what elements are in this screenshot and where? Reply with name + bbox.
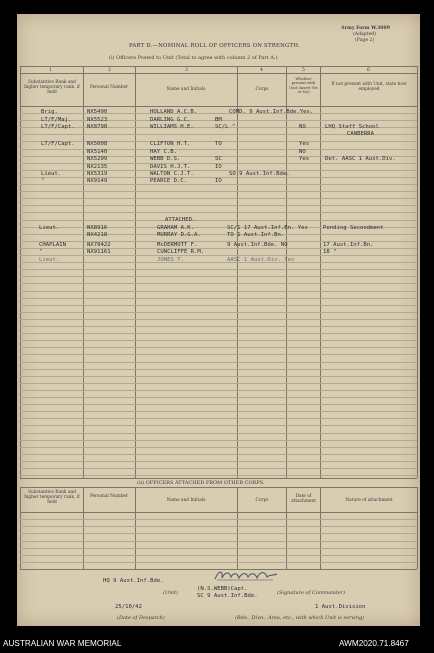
- cell-rank: LT/F/Capt.: [41, 141, 75, 147]
- col-num-2: 2: [108, 68, 111, 73]
- ruled-line: [20, 440, 417, 441]
- cell-number: NX9149: [87, 178, 108, 184]
- form-number: Army Form W.3009: [341, 26, 390, 31]
- ruled-line: [20, 369, 417, 370]
- ruled-line: [20, 276, 417, 277]
- ruled-line: [20, 376, 417, 377]
- table-ii-header-rule: [20, 512, 417, 513]
- col-num-4: 4: [260, 68, 263, 73]
- ruled-line: [20, 526, 417, 527]
- table-i-bottom-rule: [20, 478, 417, 479]
- table-ii-divider-5: [320, 487, 321, 569]
- section-ii-heading: (ii) OFFICERS ATTACHED FROM OTHER CORPS.: [137, 480, 265, 486]
- ruled-line: [20, 397, 417, 398]
- ruled-line: [20, 454, 417, 455]
- ruled-line: [20, 447, 417, 448]
- cell-name: CLIFTON H.T.: [150, 141, 191, 147]
- header-whether-present: Whether present with Unit (insert Yes or No): [289, 77, 318, 94]
- ruled-line: [20, 354, 417, 355]
- ruled-line: [20, 198, 417, 199]
- table-ii-right-border: [417, 487, 418, 569]
- cell-corps: SC/1 17 Aust.Inf.Bn. Yes: [227, 225, 308, 231]
- ruled-line: [20, 340, 417, 341]
- cell-employed: 17 Aust.Inf.Bn.: [323, 242, 374, 248]
- cell-present: NO: [299, 149, 306, 155]
- ruled-line: [20, 269, 417, 270]
- ruled-line: [20, 541, 417, 542]
- commander-signature: [213, 568, 279, 585]
- ruled-line: [20, 305, 417, 306]
- cell-employed: LHQ Staff School: [325, 124, 379, 130]
- ruled-line: [20, 383, 417, 384]
- ruled-line: [20, 461, 417, 462]
- commander-label: (Signature of Commander): [277, 590, 346, 596]
- ruled-line: [20, 212, 417, 213]
- ruled-line: [20, 248, 417, 249]
- ruled-line: [20, 433, 417, 434]
- header-corps: Corps: [255, 87, 269, 92]
- cell-number: NX5140: [87, 149, 108, 155]
- cell-name: WEBB D.S.: [150, 156, 181, 162]
- cell-name: McDERMOTT F.: [157, 242, 198, 248]
- cell-name: MURRAY D.G.A.: [157, 232, 201, 238]
- cell-name: WALTON C.J.T.: [150, 171, 194, 177]
- table-ii-divider-3: [237, 487, 238, 569]
- table-ii-divider-1: [83, 487, 84, 569]
- ruled-line: [20, 234, 417, 235]
- header-not-present: If not present with Unit, state how employed: [331, 82, 407, 92]
- ruled-line: [20, 333, 417, 334]
- header-ii-name: Name and Initials: [166, 498, 206, 503]
- cell-name: JONES T.: [157, 257, 184, 263]
- cell-number: NX78422: [87, 242, 111, 248]
- document-sheet: [17, 14, 420, 626]
- signature-scribble: [213, 568, 279, 582]
- col-num-6: 6: [367, 68, 370, 73]
- cell-rank: ": [41, 178, 45, 184]
- ruled-line: [20, 255, 417, 256]
- cell-number: NX8790: [87, 124, 108, 130]
- header-ii-corps: Corps: [255, 498, 269, 503]
- table-right-border: [417, 66, 418, 478]
- cell-rank: LT/F/Capt.: [41, 124, 75, 130]
- cell-number: NX5299: [87, 156, 108, 162]
- archive-reference: AWM2020.71.8467: [339, 639, 409, 648]
- ruled-line: [20, 184, 417, 185]
- cell-rank: Lieut.: [41, 171, 62, 177]
- header-ii-nature: Nature of attachment: [345, 498, 393, 503]
- cell-corps: TO: [215, 141, 222, 147]
- cell-corps: SC: [215, 156, 222, 162]
- ruled-line: [20, 468, 417, 469]
- commander-role: SC 9 Aust.Inf.Bde.: [197, 593, 258, 599]
- cell-number: NX91161: [87, 249, 111, 255]
- header-rank: Substantive Rank and higher temporary rank, if held: [24, 80, 80, 95]
- header-name: Name and Initials: [166, 87, 206, 92]
- archive-name: AUSTRALIAN WAR MEMORIAL: [3, 639, 122, 648]
- ruled-line: [20, 390, 417, 391]
- cell-name: CUNCLIFFE R.M.: [157, 249, 205, 255]
- table-ii-divider-4: [286, 487, 287, 569]
- cell-employed: CANBERRA: [347, 131, 374, 137]
- cell-name: HAY C.B.: [150, 149, 177, 155]
- cell-rank: ": [39, 249, 43, 255]
- ruled-line: [20, 411, 417, 412]
- cell-present: NO: [299, 124, 306, 130]
- col-num-1: 1: [49, 68, 52, 73]
- unit-value: HQ 9 Aust.Inf.Bde.: [103, 578, 164, 584]
- cell-corps: TO 1 Aust.Inf.Bn.: [227, 232, 285, 238]
- ruled-line: [20, 519, 417, 520]
- cell-rank: LT/F/Maj.: [41, 117, 72, 123]
- cell-name: PEARCE D.C.: [150, 178, 188, 184]
- cell-name: HOLLAND A.C.B.: [150, 109, 198, 115]
- ruled-line: [20, 298, 417, 299]
- cell-number: NX5319: [87, 171, 108, 177]
- header-personal-number: Personal Number: [89, 85, 129, 90]
- col-num-5: 5: [302, 68, 305, 73]
- cell-rank: CHAPLAIN: [39, 242, 66, 248]
- division-value: 1 Aust.Division: [315, 604, 366, 610]
- ruled-line: [20, 326, 417, 327]
- header-ii-rank: Substantive Rank and higher temporary rank, if held: [24, 490, 80, 505]
- form-adapted: (Adapted): [353, 32, 377, 37]
- cell-corps: IO: [215, 178, 222, 184]
- cell-number: NX5008: [87, 141, 108, 147]
- cell-number: NX2135: [87, 164, 108, 170]
- cell-corps: SO 9 Aust.Inf.Bde.: [229, 171, 290, 177]
- ruled-line: [20, 533, 417, 534]
- cell-number: NX5490: [87, 109, 108, 115]
- cell-corps: 9 Aust.Inf.Bde. NO: [227, 242, 288, 248]
- cell-corps: AASC 1 Aust.Div. Yes: [227, 257, 295, 263]
- ruled-line: [20, 149, 417, 150]
- cell-name: DAVIS H.J.T.: [150, 164, 191, 170]
- ruled-line: [20, 404, 417, 405]
- cell-rank: Lieut.: [39, 225, 60, 231]
- ruled-line: [20, 312, 417, 313]
- table-ii-left-border: [20, 487, 21, 569]
- table-ii-divider-2: [135, 487, 136, 569]
- ruled-line: [20, 319, 417, 320]
- ruled-line: [20, 291, 417, 292]
- table-top-rule: [20, 66, 417, 67]
- ruled-line: [20, 548, 417, 549]
- cell-rank: Lieut.: [39, 257, 60, 263]
- cell-number: NX4218: [87, 232, 108, 238]
- header-bottom-rule: [20, 106, 417, 107]
- ruled-line: [20, 362, 417, 363]
- despatch-label: (Date of Despatch): [117, 615, 165, 621]
- division-label: (Bde., Divn., Area, etc., with which Unit is serving): [235, 615, 365, 621]
- cell-present: Yes: [299, 156, 310, 162]
- ruled-line: [20, 220, 417, 221]
- ruled-line: [20, 475, 417, 476]
- cell-employed: Pending Secondment: [323, 225, 384, 231]
- col-num-3: 3: [185, 68, 188, 73]
- archive-caption-bar: [0, 634, 434, 653]
- header-ii-date: Date of attachment: [291, 494, 316, 504]
- ruled-line: [20, 562, 417, 563]
- ruled-line: [20, 283, 417, 284]
- despatch-value: 25/10/42: [115, 604, 142, 610]
- cell-employed: Det. AASC 1 Aust.Div.: [325, 156, 396, 162]
- cell-corps: BM: [215, 117, 222, 123]
- ruled-line: [20, 555, 417, 556]
- ruled-line: [20, 425, 417, 426]
- ruled-line: [20, 262, 417, 263]
- part-title: PART D.—NOMINAL ROLL OF OFFICERS ON STRENGTH.: [129, 43, 301, 49]
- ruled-line: [20, 191, 417, 192]
- form-page: (Page 2): [355, 38, 375, 43]
- cell-employed: 18 ": [323, 249, 337, 255]
- ruled-line: [20, 418, 417, 419]
- col-number-rule: [20, 73, 417, 74]
- cell-number: NX5523: [87, 117, 108, 123]
- ruled-line: [20, 347, 417, 348]
- cell-name: GRAHAM A.K.: [157, 225, 195, 231]
- cell-rank: Brig.: [41, 109, 58, 115]
- cell-present: Yes: [299, 141, 310, 147]
- cell-number: NX8916: [87, 225, 108, 231]
- cell-name: WILLIAMS H.E.: [150, 124, 194, 130]
- ruled-line: [20, 113, 417, 114]
- cell-corps: SC/L ": [215, 124, 236, 130]
- attached-heading: ATTACHED.: [165, 217, 196, 223]
- ruled-line: [20, 205, 417, 206]
- cell-corps: COMD. 9 Aust.Inf.Bde.Yes.: [229, 109, 314, 115]
- table-ii-top-rule: [20, 487, 417, 488]
- cell-name: DARLING G.C.: [150, 117, 191, 123]
- cell-corps: IO: [215, 164, 222, 170]
- unit-label: (Unit): [163, 590, 178, 596]
- section-i-heading: (i) Officers Posted to Unit (Total to agree with column 2 of Part A.): [109, 55, 278, 61]
- header-ii-personal-number: Personal Number: [89, 494, 129, 499]
- commander-name: (N.S.WEBB)Capt.: [197, 586, 248, 592]
